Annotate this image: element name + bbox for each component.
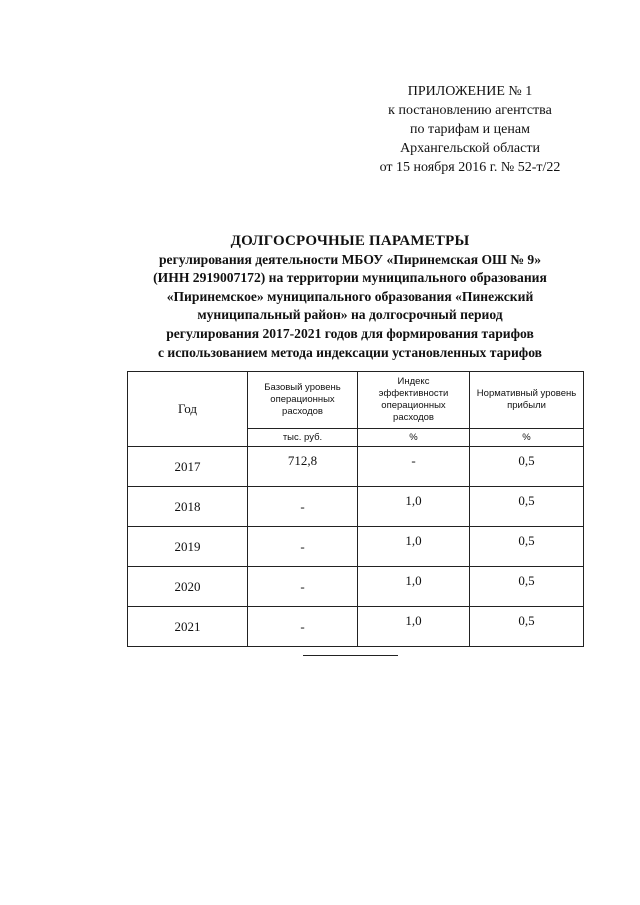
appendix-date-line: от 15 ноября 2016 г. № 52-т/22 <box>379 160 561 175</box>
cell-efficiency: 1,0 <box>358 607 470 647</box>
header-base-level: Базовый уровень операционных расходов <box>248 372 358 429</box>
table-row <box>128 607 584 647</box>
cell-year: 2019 <box>128 527 248 567</box>
cell-base: - <box>248 567 358 607</box>
appendix-line: по тарифам и ценам <box>410 122 530 137</box>
cell-efficiency: - <box>358 447 470 487</box>
title-line: муниципальный район» на долгосрочный период <box>197 307 503 323</box>
cell-year: 2018 <box>128 487 248 527</box>
title-main: ДОЛГОСРОЧНЫЕ ПАРАМЕТРЫ <box>230 233 470 249</box>
cell-base: - <box>248 527 358 567</box>
cell-profit: 0,5 <box>470 527 584 567</box>
parameters-table <box>127 371 584 647</box>
appendix-line: к постановлению агентства <box>388 103 552 118</box>
header-year: Год <box>128 372 248 447</box>
title-line: (ИНН 2919007172) на территории муниципального образования <box>153 270 547 286</box>
table-row <box>128 447 584 487</box>
cell-year: 2017 <box>128 447 248 487</box>
cell-efficiency: 1,0 <box>358 567 470 607</box>
cell-profit: 0,5 <box>470 447 584 487</box>
unit-profit: % <box>470 429 584 447</box>
cell-base: - <box>248 487 358 527</box>
table-row <box>128 527 584 567</box>
unit-base: тыс. руб. <box>248 429 358 447</box>
cell-base: 712,8 <box>248 447 358 487</box>
cell-efficiency: 1,0 <box>358 487 470 527</box>
cell-efficiency: 1,0 <box>358 527 470 567</box>
cell-profit: 0,5 <box>470 607 584 647</box>
cell-year: 2020 <box>128 567 248 607</box>
table-header-row <box>128 372 584 429</box>
title-line: регулирования деятельности МБОУ «Пиринемская ОШ № 9» <box>158 251 541 267</box>
cell-year: 2021 <box>128 607 248 647</box>
header-profit-level: Нормативный уровень прибыли <box>470 372 584 429</box>
appendix-title: ПРИЛОЖЕНИЕ № 1 <box>407 84 533 99</box>
cell-profit: 0,5 <box>470 567 584 607</box>
title-line: «Пиринемское» муниципального образования «Пинежский <box>166 288 534 304</box>
title-line: регулирования 2017-2021 годов для формирования тарифов <box>166 325 534 341</box>
appendix-header <box>340 82 600 177</box>
appendix-line: Архангельской области <box>400 141 540 156</box>
cell-profit: 0,5 <box>470 487 584 527</box>
closing-rule-line <box>303 655 398 656</box>
title-line: с использованием метода индексации установленных тарифов <box>157 344 542 360</box>
header-efficiency-index: Индекс эффективности операционных расходов <box>358 372 470 429</box>
table-row <box>128 567 584 607</box>
table-row <box>128 487 584 527</box>
document-title <box>100 232 600 362</box>
cell-base: - <box>248 607 358 647</box>
unit-efficiency: % <box>358 429 470 447</box>
